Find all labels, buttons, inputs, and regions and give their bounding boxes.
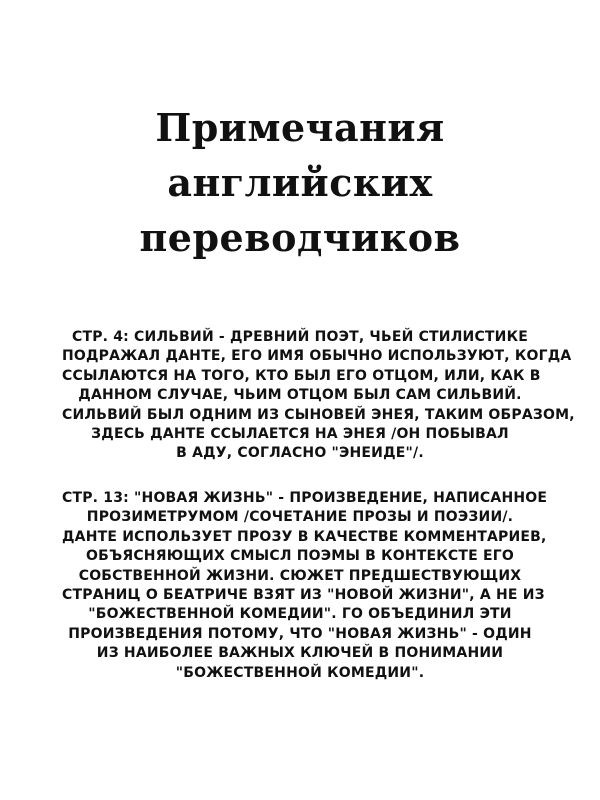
- translator-note-page-13: [62, 489, 548, 683]
- page-title-line-1: Примечания: [155, 105, 445, 150]
- note-line: ДАННОМ СЛУЧАЕ, ЧЬИМ ОТЦОМ БЫЛ САМ СИЛЬВИЙ.: [78, 387, 522, 404]
- note-line: СОБСТВЕННОЙ ЖИЗНИ. СЮЖЕТ ПРЕДШЕСТВУЮЩИХ: [78, 567, 522, 584]
- note-line: "БОЖЕСТВЕННОЙ КОМЕДИИ".: [175, 664, 425, 681]
- note-line: ССЫЛАЮТСЯ НА ТОГО, КТО БЫЛ ЕГО ОТЦОМ, ИЛИ, КАК В: [62, 367, 541, 384]
- note-line: СТР. 13: "НОВАЯ ЖИЗНЬ" - ПРОИЗВЕДЕНИЕ, НАПИСАННОЕ: [62, 490, 548, 506]
- note-line: В АДУ, СОГЛАСНО "ЭНЕИДЕ"/.: [176, 445, 424, 462]
- translator-note-page-4: [62, 328, 575, 464]
- note-line: ПРОЗИМЕТРУМОМ /СОЧЕТАНИЕ ПРОЗЫ И ПОЭЗИИ/.: [86, 509, 514, 526]
- note-line: СТРАНИЦ О БЕАТРИЧЕ ВЗЯТ ИЗ "НОВОЙ ЖИЗНИ", А НЕ ИЗ: [62, 587, 545, 604]
- note-line: ПОДРАЖАЛ ДАНТЕ, ЕГО ИМЯ ОБЫЧНО ИСПОЛЬЗУЮТ, КОГДА: [62, 348, 572, 365]
- note-line: ПРОИЗВЕДЕНИЯ ПОТОМУ, ЧТО "НОВАЯ ЖИЗНЬ" - ОДИН: [68, 625, 532, 642]
- note-line: ЗДЕСЬ ДАНТЕ ССЫЛАЕТСЯ НА ЭНЕЯ /ОН ПОБЫВАЛ: [91, 426, 509, 443]
- note-line: СТР. 4: СИЛЬВИЙ - ДРЕВНИЙ ПОЭТ, ЧЬЕЙ СТИЛИСТИКЕ: [71, 329, 529, 345]
- note-line: ИЗ НАИБОЛЕЕ ВАЖНЫХ КЛЮЧЕЙ В ПОНИМАНИИ: [96, 645, 504, 662]
- note-line: ДАНТЕ ИСПОЛЬЗУЕТ ПРОЗУ В КАЧЕСТВЕ КОММЕНТАРИЕВ,: [62, 528, 547, 545]
- page-title-line-3: переводчиков: [139, 215, 461, 260]
- page-title-line-2: английских: [167, 160, 433, 205]
- note-line: "БОЖЕСТВЕННОЙ КОМЕДИИ". ГО ОБЪЕДИНИЛ ЭТИ: [88, 606, 512, 623]
- note-line: СИЛЬВИЙ БЫЛ ОДНИМ ИЗ СЫНОВЕЙ ЭНЕЯ, ТАКИМ ОБРАЗОМ,: [62, 406, 575, 423]
- page-title: [0, 100, 600, 265]
- note-line: ОБЪЯСНЯЮЩИХ СМЫСЛ ПОЭМЫ В КОНТЕКСТЕ ЕГО: [86, 548, 514, 565]
